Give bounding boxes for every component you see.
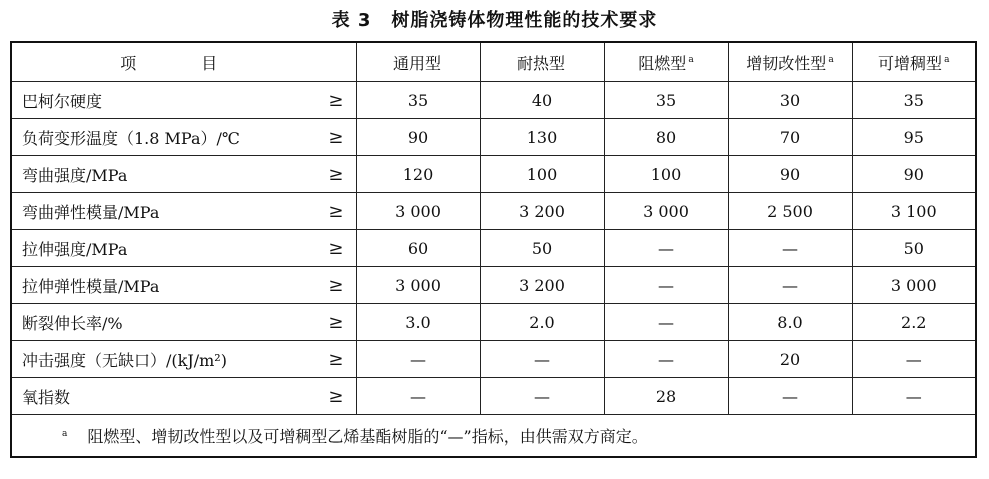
row-operator: ≥ <box>308 304 356 341</box>
row-value: 3 200 <box>480 193 604 230</box>
row-item-label: 氧指数 <box>11 378 308 415</box>
row-value: 100 <box>604 156 728 193</box>
row-value: 3 000 <box>852 267 976 304</box>
row-value: — <box>728 267 852 304</box>
row-value: 40 <box>480 82 604 119</box>
row-value: — <box>604 230 728 267</box>
table-caption: 树脂浇铸体物理性能的技术要求 <box>391 10 658 31</box>
row-value: 35 <box>852 82 976 119</box>
row-item-label: 巴柯尔硬度 <box>11 82 308 119</box>
table-title <box>0 6 989 32</box>
row-value: — <box>356 341 480 378</box>
row-value: 70 <box>728 119 852 156</box>
row-value: 90 <box>852 156 976 193</box>
row-value: 3 000 <box>604 193 728 230</box>
table-row <box>11 341 976 378</box>
row-item-label: 断裂伸长率/% <box>11 304 308 341</box>
row-value: 3 000 <box>356 193 480 230</box>
row-value: 130 <box>480 119 604 156</box>
table-row <box>11 119 976 156</box>
row-value: 3.0 <box>356 304 480 341</box>
column-header: 增韧改性型 $^a$ <box>728 42 852 82</box>
row-value: 80 <box>604 119 728 156</box>
row-item-label: 负荷变形温度（1.8 MPa）/℃ <box>11 119 308 156</box>
row-value: 35 <box>356 82 480 119</box>
row-value: 2 500 <box>728 193 852 230</box>
row-value: 2.2 <box>852 304 976 341</box>
table-row <box>11 230 976 267</box>
row-value: 8.0 <box>728 304 852 341</box>
header-row <box>11 42 976 82</box>
column-header: 阻燃型 $^a$ <box>604 42 728 82</box>
table-row <box>11 267 976 304</box>
row-value: 60 <box>356 230 480 267</box>
row-value: — <box>480 378 604 415</box>
row-value: — <box>728 378 852 415</box>
row-value: — <box>604 304 728 341</box>
table-row <box>11 156 976 193</box>
row-item-label: 拉伸弹性模量/MPa <box>11 267 308 304</box>
row-value: 30 <box>728 82 852 119</box>
row-operator: ≥ <box>308 82 356 119</box>
row-operator: ≥ <box>308 193 356 230</box>
row-value: 28 <box>604 378 728 415</box>
item-header: 项 目 <box>11 42 356 82</box>
table-number: 表 3 <box>331 10 372 31</box>
row-value: — <box>480 341 604 378</box>
row-value: 120 <box>356 156 480 193</box>
row-operator: ≥ <box>308 378 356 415</box>
row-value: 3 000 <box>356 267 480 304</box>
footnote <box>11 415 976 458</box>
row-item-label: 弯曲强度/MPa <box>11 156 308 193</box>
row-value: — <box>852 378 976 415</box>
row-value: — <box>604 341 728 378</box>
row-operator: ≥ <box>308 341 356 378</box>
row-value: 50 <box>480 230 604 267</box>
row-item-label: 弯曲弹性模量/MPa <box>11 193 308 230</box>
row-value: 90 <box>728 156 852 193</box>
column-header: 耐热型 <box>480 42 604 82</box>
footnote-text: 阻燃型、增韧改性型以及可增稠型乙烯基酯树脂的“—”指标，由供需双方商定。 <box>87 427 648 446</box>
row-item-label: 冲击强度（无缺口）/(kJ/m²) <box>11 341 308 378</box>
row-operator: ≥ <box>308 230 356 267</box>
row-operator: ≥ <box>308 267 356 304</box>
row-value: 95 <box>852 119 976 156</box>
row-value: 100 <box>480 156 604 193</box>
row-value: 3 200 <box>480 267 604 304</box>
footnote-mark: a <box>62 428 68 439</box>
row-item-label: 拉伸强度/MPa <box>11 230 308 267</box>
row-value: — <box>728 230 852 267</box>
row-value: 50 <box>852 230 976 267</box>
requirements-table <box>10 41 977 458</box>
row-value: 2.0 <box>480 304 604 341</box>
row-value: 35 <box>604 82 728 119</box>
column-header: 可增稠型 $^a$ <box>852 42 976 82</box>
table-row <box>11 378 976 415</box>
table-row <box>11 82 976 119</box>
column-header: 通用型 <box>356 42 480 82</box>
row-value: 3 100 <box>852 193 976 230</box>
row-value: — <box>604 267 728 304</box>
table-row <box>11 193 976 230</box>
row-value: 90 <box>356 119 480 156</box>
row-value: 20 <box>728 341 852 378</box>
table-row <box>11 304 976 341</box>
row-value: — <box>852 341 976 378</box>
row-value: — <box>356 378 480 415</box>
footnote-row <box>11 415 976 458</box>
row-operator: ≥ <box>308 156 356 193</box>
row-operator: ≥ <box>308 119 356 156</box>
